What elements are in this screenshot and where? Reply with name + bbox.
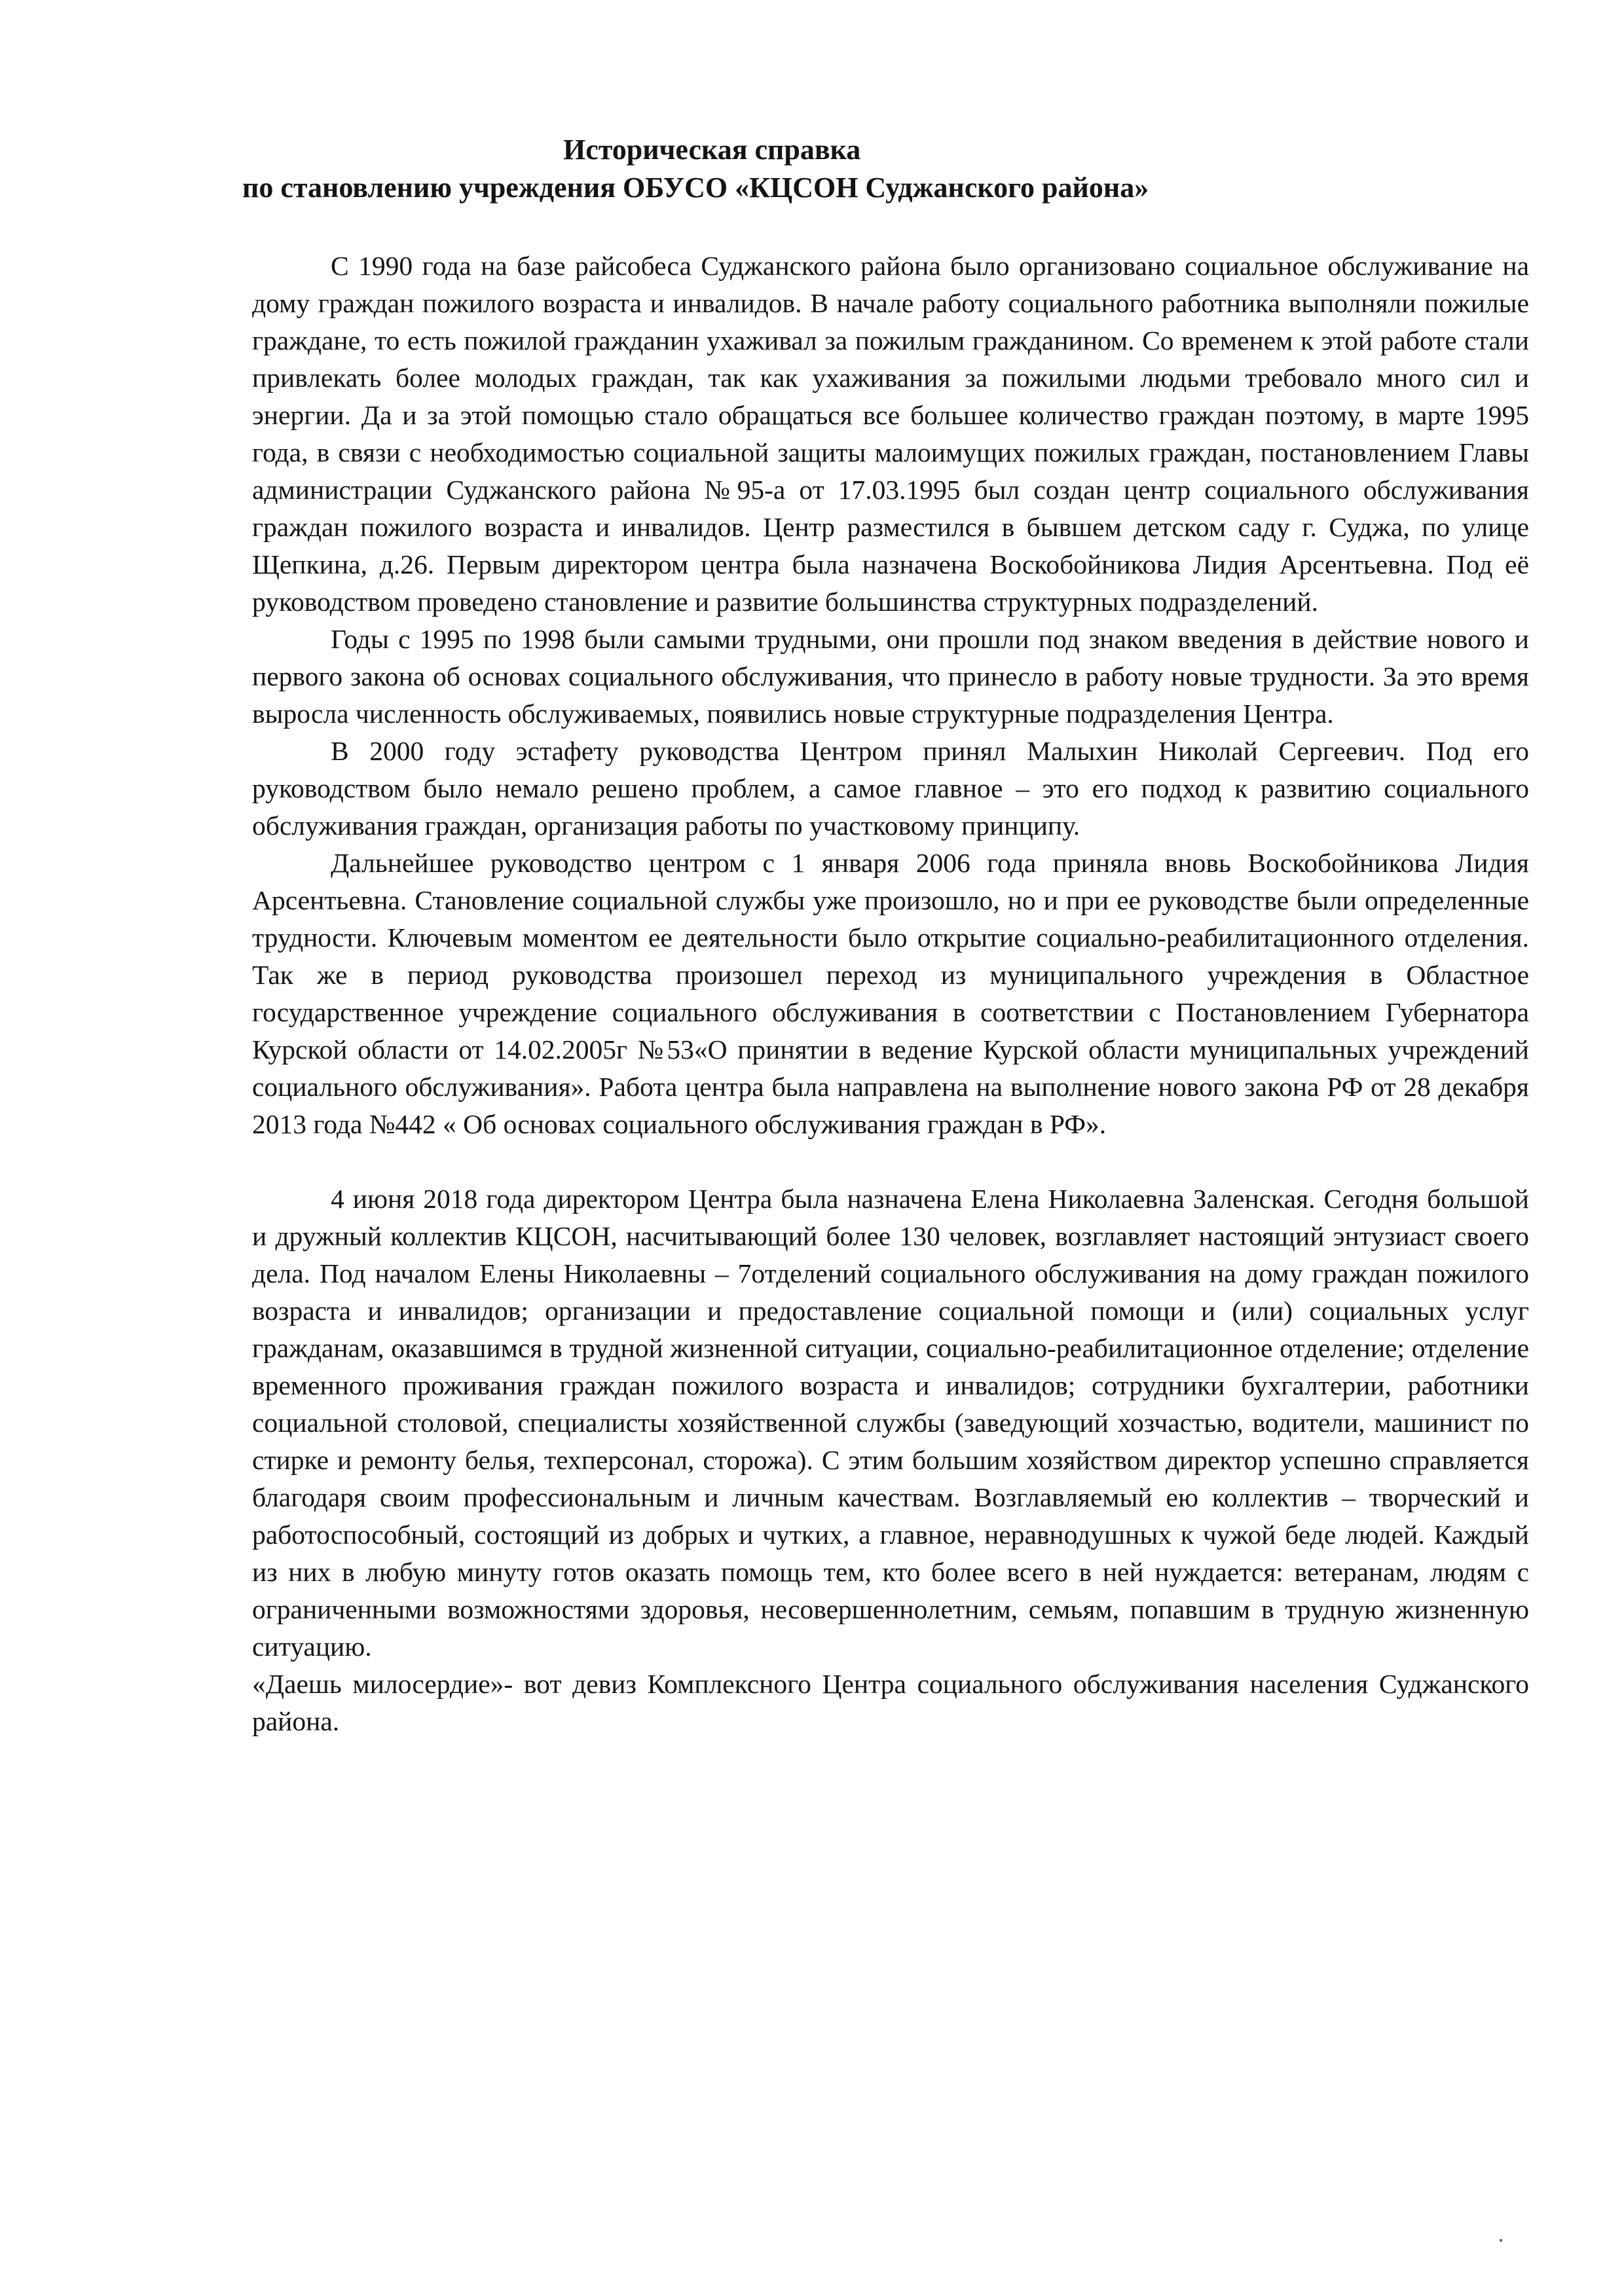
paragraph-2018: 4 июня 2018 года директором Центра была назначена Елена Николаевна Заленская. Сегодня большой и дружный коллектив КЦСОН, насчитывающий более 130 человек, возглавляет настоящий энтузиаст своего дела. Под началом Елены Николаевны – 7отделений социального обслуживания на дому граждан пожилого возраста и инвалидов; организации и предоставление социальной помощи и (или) социальных услуг гражданам, оказавшимся в трудной жизненной ситуации, социально-реабилитационное отделение; отделение временного проживания граждан пожилого возраста и инвалидов; сотрудники бухгалтерии, работники социальной столовой, специалисты хозяйственной службы (заведующий хозчастью, водители, машинист по стирке и ремонту белья, техперсонал, сторожа). С этим большим хозяйством директор успешно справляется благодаря своим профессиональным и личным качествам. Возглавляемый ею коллектив – творческий и работоспособный, состоящий из добрых и чутких, а главное, неравнодушных к чужой беде людей. Каждый из них в любую минуту готов оказать помощь тем, кто более всего в ней нуждается: ветеранам, людям с ограниченными возможностями здоровья, несовершеннолетним, семьям, попавшим в трудную жизненную ситуацию.	[252, 1184, 1529, 1662]
paragraph-founding: С 1990 года на базе райсобеса Суджанского района было организовано социальное обслуживание на дому граждан пожилого возраста и инвалидов. В начале работу социального работника выполняли пожилые граждане, то есть пожилой гражданин ухаживал за пожилым гражданином. Со временем к этой работе стали привлекать более молодых граждан, так как ухаживания за пожилыми людьми требовало много сил и энергии. Да и за этой помощью стало обращаться все большее количество граждан поэтому, в марте 1995 года, в связи с необходимостью социальной защиты малоимущих пожилых граждан, постановлением Главы администрации Суджанского района №95-а от 17.03.1995 был создан центр социального обслуживания граждан пожилого возраста и инвалидов. Центр разместился в бывшем детском саду г. Суджа, по улице Щепкина, д.26. Первым директором центра была назначена Воскобойникова Лидия Арсентьевна. Под её руководством проведено становление и развитие большинства структурных подразделений.	[252, 251, 1529, 617]
document-body	[252, 247, 1529, 1740]
paragraph-1995-1998: Годы с 1995 по 1998 были самыми трудными, они прошли под знаком введения в действие нового и первого закона об основах социального обслуживания, что принесло в работу новые трудности. За это время выросла численность обслуживаемых, появились новые структурные подразделения Центра.	[252, 624, 1529, 729]
title-line-1: Историческая справка	[563, 134, 861, 166]
paragraph-motto: «Даешь милосердие»- вот девиз Комплексного Центра социального обслуживания населения Суджанского района.	[252, 1669, 1529, 1736]
paragraph-2000: В 2000 году эстафету руководства Центром принял Малыхин Николай Сергеевич. Под его руководством было немало решено проблем, а самое главное – это его подход к развитию социального обслуживания граждан, организация работы по участковому принципу.	[252, 736, 1529, 841]
title-line-2: по становлению учреждения ОБУСО «КЦСОН Суджанского района»	[242, 172, 1149, 204]
document-title	[196, 131, 1428, 207]
paragraph-2006: Дальнейшее руководство центром с 1 января 2006 года приняла вновь Воскобойникова Лидия Арсентьевна. Становление социальной службы уже произошло, но и при ее руководстве были определенные трудности. Ключевым моментом ее деятельности было открытие социально-реабилитационного отделения. Так же в период руководства произошел переход из муниципального учреждения в Областное государственное учреждение социального обслуживания в соответствии с Постановлением Губернатора Курской области от 14.02.2005г №53«О принятии в ведение Курской области муниципальных учреждений социального обслуживания». Работа центра была направлена на выполнение нового закона РФ от 28 декабря 2013 года №442 « Об основах социального обслуживания граждан в РФ».	[252, 848, 1529, 1139]
scan-speck	[1500, 2239, 1502, 2242]
